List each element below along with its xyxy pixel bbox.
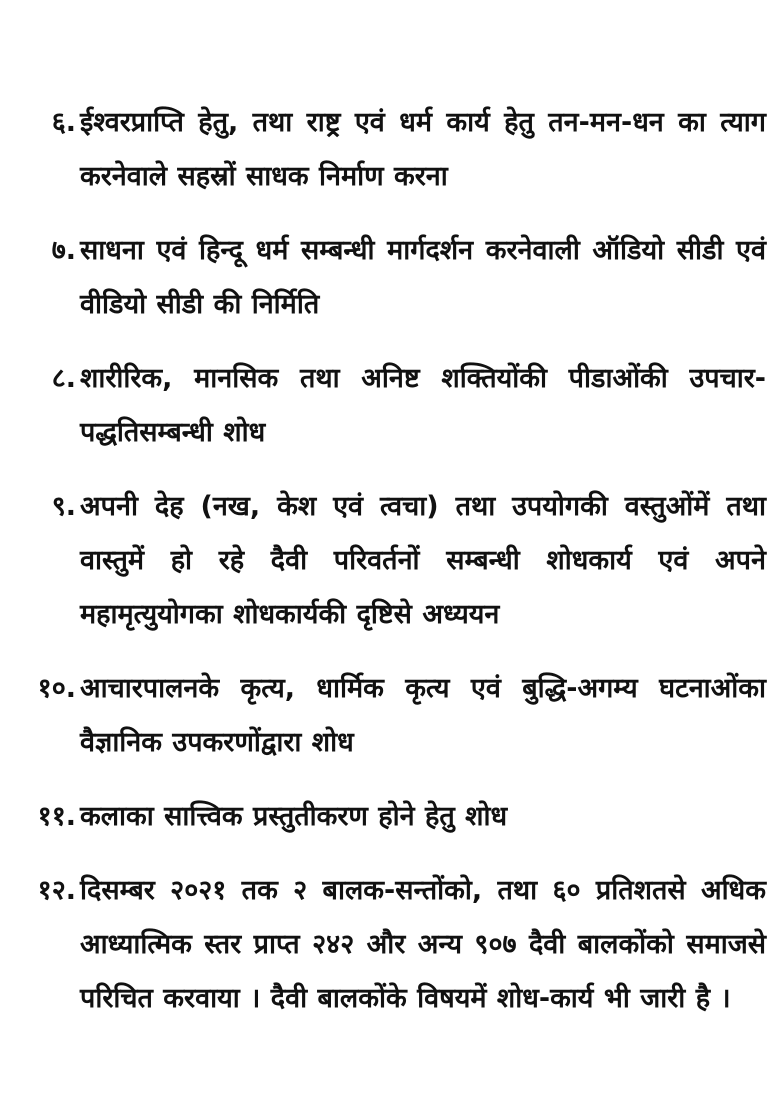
numbered-list xyxy=(0,96,780,1046)
list-item xyxy=(0,224,780,332)
list-item xyxy=(0,352,780,460)
item-text: शारीरिक, मानसिक तथा अनिष्ट शक्तियोंकी पीडाओंकी उपचार-पद्धतिसम्बन्धी शोध xyxy=(80,363,766,448)
item-number: ११. xyxy=(37,801,76,832)
item-number: ९. xyxy=(51,491,76,522)
item-number: १०. xyxy=(37,673,76,704)
list-item xyxy=(0,864,780,1026)
item-text: आचारपालनके कृत्य, धार्मिक कृत्य एवं बुद्धि-अगम्य घटनाओंका वैज्ञानिक उपकरणोंद्वारा शोध xyxy=(80,673,766,758)
item-number: ८. xyxy=(51,363,76,394)
item-number: ७. xyxy=(51,235,76,266)
item-text: दिसम्बर २०२१ तक २ बालक-सन्तोंको, तथा ६० प्रतिशतसे अधिक आध्यात्मिक स्तर प्राप्त २४२ और अन्य ९०७ दैवी बालकोंको समाजसे परिचित करवाया । दैवी बालकोंके विषयमें शोध-कार्य भी जारी है । xyxy=(80,875,766,1014)
item-text: कलाका सात्त्विक प्रस्तुतीकरण होने हेतु शोध xyxy=(80,801,508,832)
list-item xyxy=(0,790,780,844)
item-text: अपनी देह (नख, केश एवं त्वचा) तथा उपयोगकी वस्तुओंमें तथा वास्तुमें हो रहे दैवी परिवर्तनों सम्बन्धी शोधकार्य एवं अपने महामृत्युयोगका शोधकार्यकी दृष्टिसे अध्ययन xyxy=(80,491,766,630)
list-item xyxy=(0,96,780,204)
item-number: १२. xyxy=(37,875,76,906)
item-text: ईश्वरप्राप्ति हेतु, तथा राष्ट्र एवं धर्म कार्य हेतु तन-मन-धन का त्याग करनेवाले सहस्रों साधक निर्माण करना xyxy=(80,107,766,192)
item-number: ६. xyxy=(51,107,76,138)
list-item xyxy=(0,662,780,770)
item-text: साधना एवं हिन्दू धर्म सम्बन्धी मार्गदर्शन करनेवाली ऑडियो सीडी एवं वीडियो सीडी की निर्मिति xyxy=(80,235,766,320)
list-item xyxy=(0,480,780,642)
